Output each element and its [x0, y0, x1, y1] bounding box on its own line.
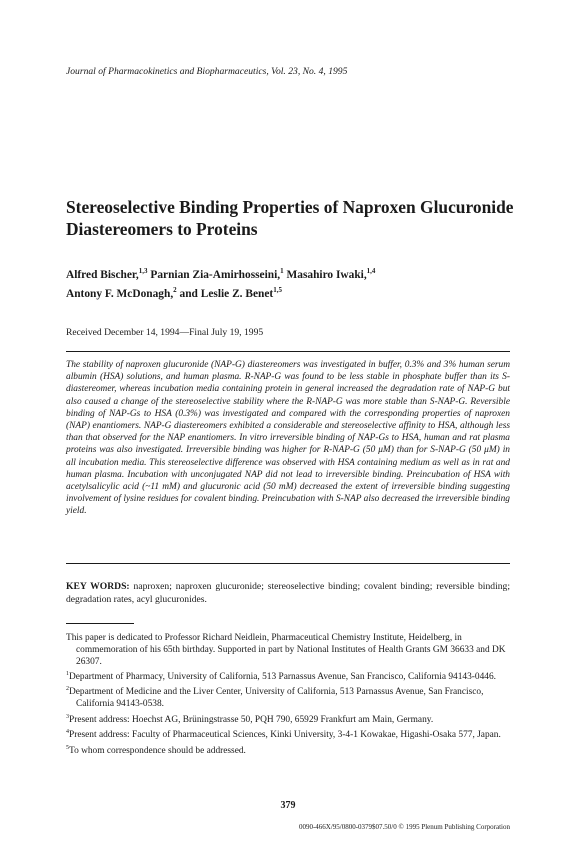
keywords	[66, 581, 510, 606]
footnote-marker: 5	[66, 744, 69, 751]
page-number: 379	[280, 800, 296, 811]
author-name: Parnian Zia-Amirhosseini,	[150, 268, 281, 281]
footnote-text: Department of Pharmacy, University of California, 513 Parnassus Avenue, San Francisco, California 94143-0446.	[69, 672, 496, 683]
footnote-text: Present address: Hoechst AG, Brüningstrasse 50, PQH 790, 65929 Frankfurt am Main, Germany.	[69, 714, 434, 725]
abstract-top-rule	[66, 351, 510, 352]
footnote-marker: 2	[66, 686, 69, 693]
footnote-separator	[66, 623, 134, 624]
author-affiliation-marker: 1,5	[273, 285, 282, 294]
footnote-text: To whom correspondence should be addressed.	[69, 745, 246, 756]
footnote	[66, 630, 512, 669]
footnote	[66, 684, 512, 711]
footnote-marker: 3	[66, 713, 69, 720]
author-affiliation-marker: 1,3	[138, 267, 148, 275]
author-name: Alfred Bischer,	[66, 268, 139, 281]
author-name: Leslie Z. Benet	[200, 287, 274, 300]
copyright-line: 0090-466X/95/0800-0379$07.50/0 © 1995 Plenum Publishing Corporation	[298, 823, 510, 831]
keywords-list: naproxen; naproxen glucuronide; stereoselective binding; covalent binding; reversible binding; degradation rates, acyl glucuronides.	[66, 581, 510, 605]
footnote	[66, 727, 512, 742]
footnote	[66, 743, 512, 758]
author-list	[66, 264, 526, 302]
author-name: Antony F. McDonagh,	[66, 287, 174, 300]
author-conjunction: and	[179, 287, 198, 300]
footnotes	[66, 630, 512, 758]
author-name: Masahiro Iwaki,	[286, 268, 367, 281]
article-title: Stereoselective Binding Properties of Naproxen Glucuronide Diastereomers to Proteins	[66, 197, 514, 239]
footnote-marker: 1	[66, 671, 69, 678]
journal-citation: Journal of Pharmacokinetics and Biopharmaceutics, Vol. 23, No. 4, 1995	[66, 66, 348, 77]
footnote-marker: 4	[66, 729, 69, 736]
footnote	[66, 712, 512, 727]
author-affiliation-marker: 2	[173, 285, 177, 294]
footnote	[66, 669, 512, 684]
abstract-bottom-rule	[66, 563, 510, 564]
keywords-label: KEY WORDS:	[66, 581, 130, 592]
author-affiliation-marker: 1	[280, 267, 284, 275]
received-dates: Received December 14, 1994—Final July 19, 1995	[66, 327, 264, 338]
footnote-text: Department of Medicine and the Liver Center, University of California, 513 Parnassus Avenue, San Francisco, California 94143-0538.	[69, 687, 484, 710]
abstract-text: The stability of naproxen glucuronide (NAP-G) diastereomers was investigated in buffer, 0.3% and 3% human serum albumin (HSA) solutions, and human plasma. R-NAP-G was found to be less stable in phosphate buffer than its S-diastereomer, whereas incubation media containing protein in general increased the degradation rate of NAP-G but also caused a change of the stereoselective stability where the R-NAP-G was more stable than S-NAP-G. Reversible binding of NAP-Gs to HSA (0.3%) was investigated and compared with the corresponding properties of naproxen (NAP) enantiomers. NAP-G diastereomers exhibited a considerable and stereoselective affinity to HSA, although less than that observed for the NAP enantiomers. In vitro irreversible binding of NAP-Gs to HSA, human and rat plasma proteins was also investigated. Irreversible binding was higher for R-NAP-G (50 μM) than for S-NAP-G (50 μM) in all incubation media. This stereoselective difference was observed with HSA containing medium as well as in rat and human plasma. Incubation with unconjugated NAP did not lead to irreversible binding. Preincubation of HSA with acetylsalicylic acid (~11 mM) and glucuronic acid (50 mM) decreased the extent of irreversible binding suggesting involvement of lysine residues for covalent binding. Preincubation with S-NAP also decreased the irreversible binding yield.	[66, 360, 510, 517]
footnote-text: This paper is dedicated to Professor Richard Neidlein, Pharmaceutical Chemistry Institute, Heidelberg, in commemoration of his 65th birthday. Supported in part by National Institutes of Health Grants GM 36633 and DK 26307.	[66, 633, 506, 667]
footnote-text: Present address: Faculty of Pharmaceutical Sciences, Kinki University, 3-4-1 Kowakae, Higashi-Osaka 577, Japan.	[69, 730, 501, 741]
author-affiliation-marker: 1,4	[366, 267, 376, 275]
